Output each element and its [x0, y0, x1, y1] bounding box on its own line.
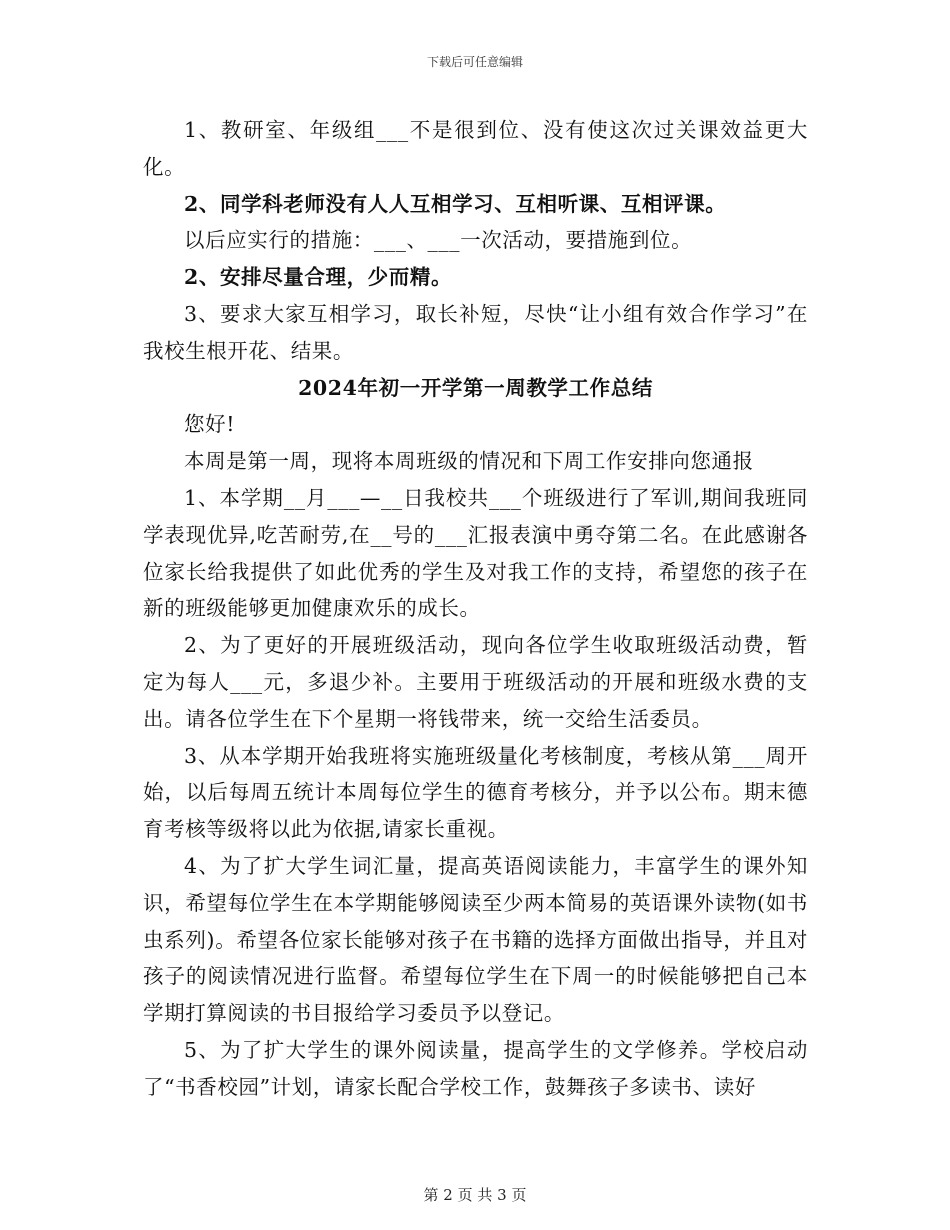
section-title: 2024年初一开学第一周教学工作总结 — [298, 375, 653, 400]
paragraph: 3、要求大家互相学习，取长补短，尽快“让小组有效合作学习”在我校生根开花、结果。 — [143, 301, 808, 363]
document-body — [143, 112, 808, 1106]
page-footer: 第 2 页 共 3 页 — [423, 1186, 527, 1204]
paragraph: 2、同学科老师没有人人互相学习、互相听课、互相评课。 — [184, 191, 727, 216]
paragraph: 5、为了扩大学生的课外阅读量，提高学生的文学修养。学校启动了“书香校园”计划，请家长配合学校工作，鼓舞孩子多读书、读好 — [143, 1037, 808, 1099]
page-header: 下载后可任意编辑 — [426, 55, 523, 69]
paragraph: 2、为了更好的开展班级活动，现向各位学生收取班级活动费，暂定为每人___元，多退少补。主要用于班级活动的开展和班级水费的支出。请各位学生在下个星期一将钱带来，统一交给生活委员。 — [143, 633, 808, 731]
paragraph: 1、教研室、年级组___不是很到位、没有使这次过关课效益更大化。 — [143, 118, 808, 179]
paragraph: 2、安排尽量合理，少而精。 — [184, 265, 453, 290]
paragraph: 本周是第一周，现将本周班级的情况和下周工作安排向您通报 — [184, 449, 754, 474]
paragraph: 4、为了扩大学生词汇量，提高英语阅读能力，丰富学生的课外知识，希望每位学生在本学期能够阅读至少两本简易的英语课外读物(如书虫系列)。希望各位家长能够对孩子在书籍的选择方面做出指导，并且对孩子的阅读情况进行监督。希望每位学生在下周一的时候能够把自己本学期打算阅读的书目报给学习委员予以登记。 — [143, 853, 808, 1026]
greeting: 您好! — [184, 412, 236, 437]
paragraph: 3、从本学期开始我班将实施班级量化考核制度，考核从第___周开始，以后每周五统计本周每位学生的德育考核分，并予以公布。期末德育考核等级将以此为依据,请家长重视。 — [143, 743, 808, 842]
paragraph: 1、本学期__月___—__日我校共___个班级进行了军训,期间我班同学表现优异,吃苦耐劳,在__号的___汇报表演中勇夺第二名。在此感谢各位家长给我提供了如此优秀的学生及对我工作的支持，希望您的孩子在新的班级能够更加健康欢乐的成长。 — [143, 485, 808, 621]
paragraph: 以后应实行的措施：___、___一次活动，要措施到位。 — [184, 228, 693, 253]
